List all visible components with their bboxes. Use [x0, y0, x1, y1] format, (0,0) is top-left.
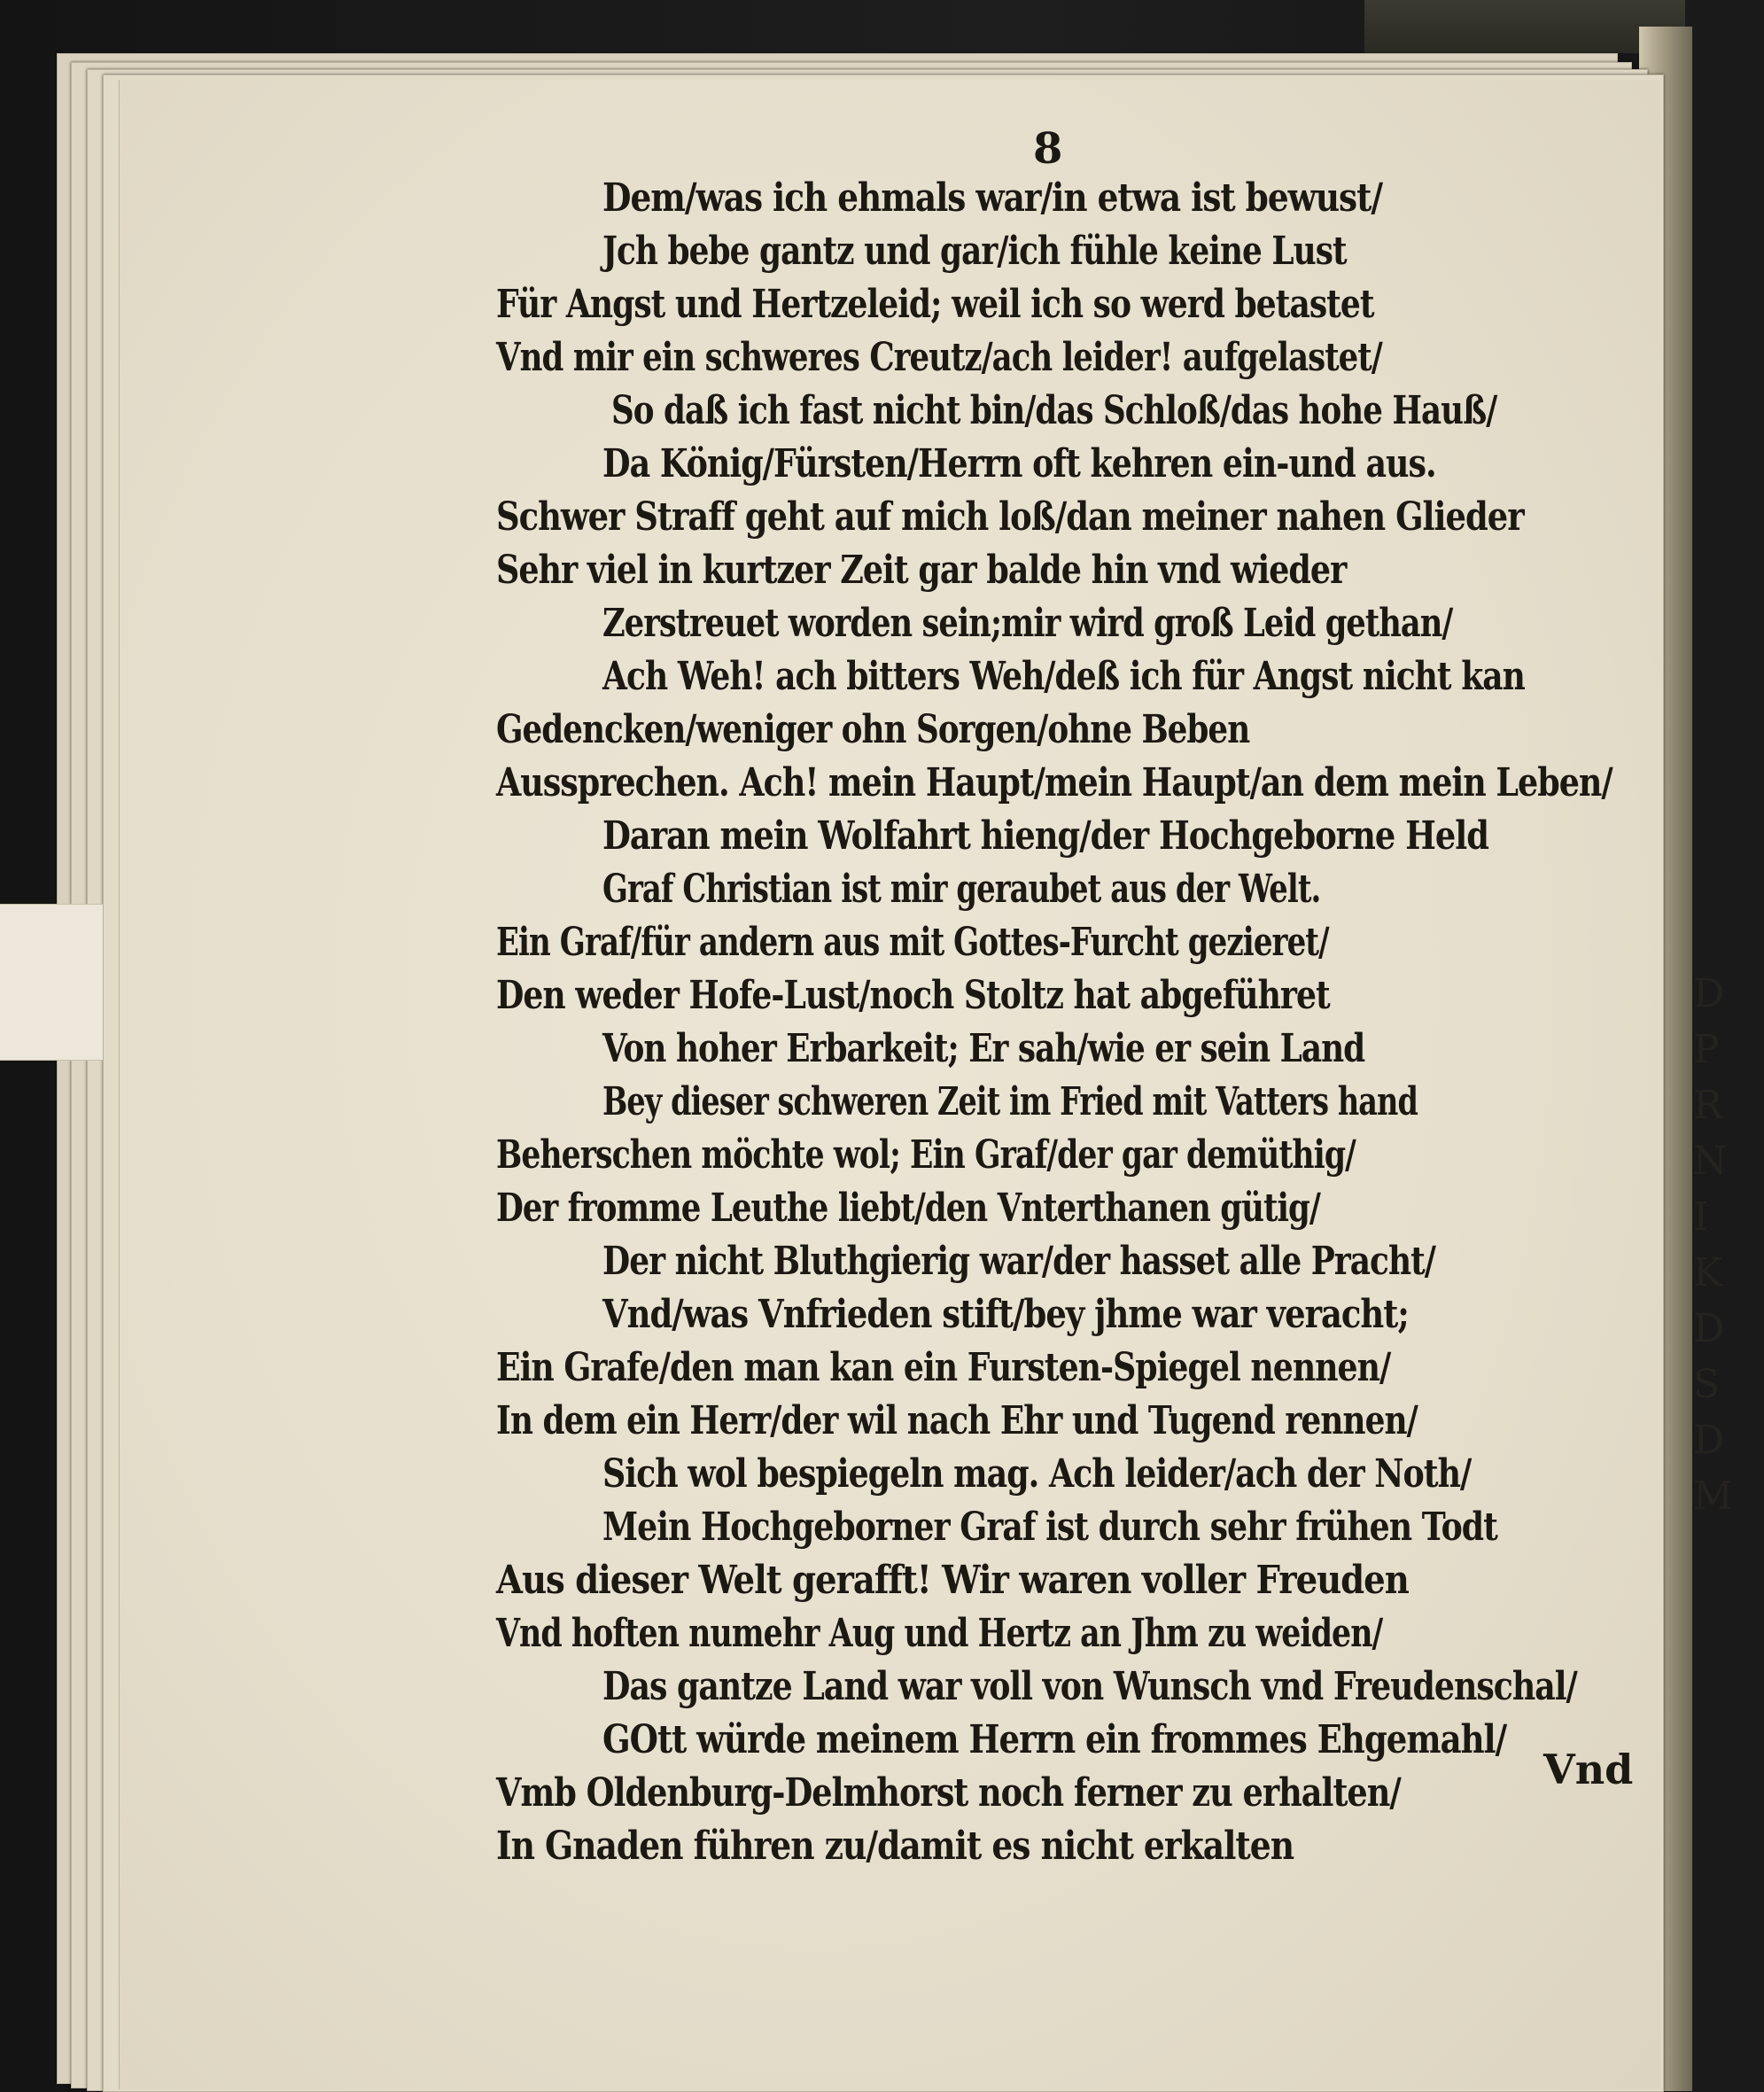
poem-line: Ein Graf/für andern aus mit Gottes-Furcht gezieret/: [496, 920, 1329, 965]
poem-line: Daran mein Wolfahrt hieng/der Hochgeborne Held: [602, 813, 1488, 859]
poem-line: Vmb Oldenburg-Delmhorst noch ferner zu erhalten/: [496, 1770, 1401, 1816]
poem-line: Jch bebe gantz und gar/ich fühle keine Lust: [602, 229, 1347, 274]
poem-line: Vnd/was Vnfrieden stift/bey jhme war veracht;: [602, 1292, 1409, 1337]
poem-line: In dem ein Herr/der wil nach Ehr und Tugend rennen/: [496, 1398, 1418, 1443]
page-number: 8: [1033, 124, 1063, 174]
poem-line: Für Angst und Hertzeleid; weil ich so werd betastet: [496, 282, 1374, 327]
poem-line: Aus dieser Welt gerafft! Wir waren voller Freuden: [496, 1558, 1409, 1603]
bleed-through-text: D P R N I K D S D M: [1693, 971, 1734, 1519]
poem-line: Von hoher Erbarkeit; Er sah/wie er sein Land: [602, 1026, 1365, 1071]
poem-line: So daß ich fast nicht bin/das Schloß/das hohe Hauß/: [611, 388, 1497, 433]
poem-line: Aussprechen. Ach! mein Haupt/mein Haupt/an dem mein Leben/: [496, 760, 1612, 805]
poem-line: Bey dieser schweren Zeit im Fried mit Vatters hand: [602, 1079, 1418, 1124]
poem-line: GOtt würde meinem Herrn ein frommes Ehgemahl/: [602, 1717, 1507, 1762]
poem-line: Gedencken/weniger ohn Sorgen/ohne Beben: [496, 707, 1250, 752]
poem-line: Der nicht Bluthgierig war/der hasset alle Pracht/: [602, 1239, 1435, 1284]
poem-line: Graf Christian ist mir geraubet aus der Welt.: [602, 867, 1321, 912]
poem-line: Das gantze Land war voll von Wunsch vnd Freudenschal/: [602, 1664, 1577, 1709]
poem-line: Mein Hochgeborner Graf ist durch sehr frühen Todt: [602, 1505, 1497, 1550]
poem-line: Vnd mir ein schweres Creutz/ach leider! aufgelastet/: [496, 335, 1382, 380]
poem-line: In Gnaden führen zu/damit es nicht erkalten: [496, 1824, 1294, 1869]
poem-line: Ach Weh! ach bitters Weh/deß ich für Angst nicht kan: [602, 654, 1525, 699]
poem-line: Beherschen möchte wol; Ein Graf/der gar demüthig/: [496, 1132, 1356, 1178]
catchword: Vnd: [1543, 1746, 1634, 1793]
poem-line: Ein Grafe/den man kan ein Fursten-Spiegel nennen/: [496, 1345, 1391, 1390]
poem-line: Sehr viel in kurtzer Zeit gar balde hin vnd wieder: [496, 548, 1347, 593]
poem-line: Sich wol bespiegeln mag. Ach leider/ach der Noth/: [602, 1451, 1472, 1497]
poem-line: Der fromme Leuthe liebt/den Vnterthanen gütig/: [496, 1186, 1320, 1231]
poem-line: Den weder Hofe-Lust/noch Stoltz hat abgeführet: [496, 973, 1330, 1018]
poem-line: Dem/was ich ehmals war/in etwa ist bewust/: [602, 175, 1383, 221]
poem-line: Schwer Straff geht auf mich loß/dan meiner nahen Glieder: [496, 494, 1524, 540]
poem-line: Zerstreuet worden sein;mir wird groß Leid gethan/: [602, 601, 1453, 646]
poem-line: Vnd hoften numehr Aug und Hertz an Jhm zu weiden/: [496, 1611, 1383, 1656]
poem-line: Da König/Fürsten/Herrn oft kehren ein-und aus.: [602, 441, 1436, 486]
